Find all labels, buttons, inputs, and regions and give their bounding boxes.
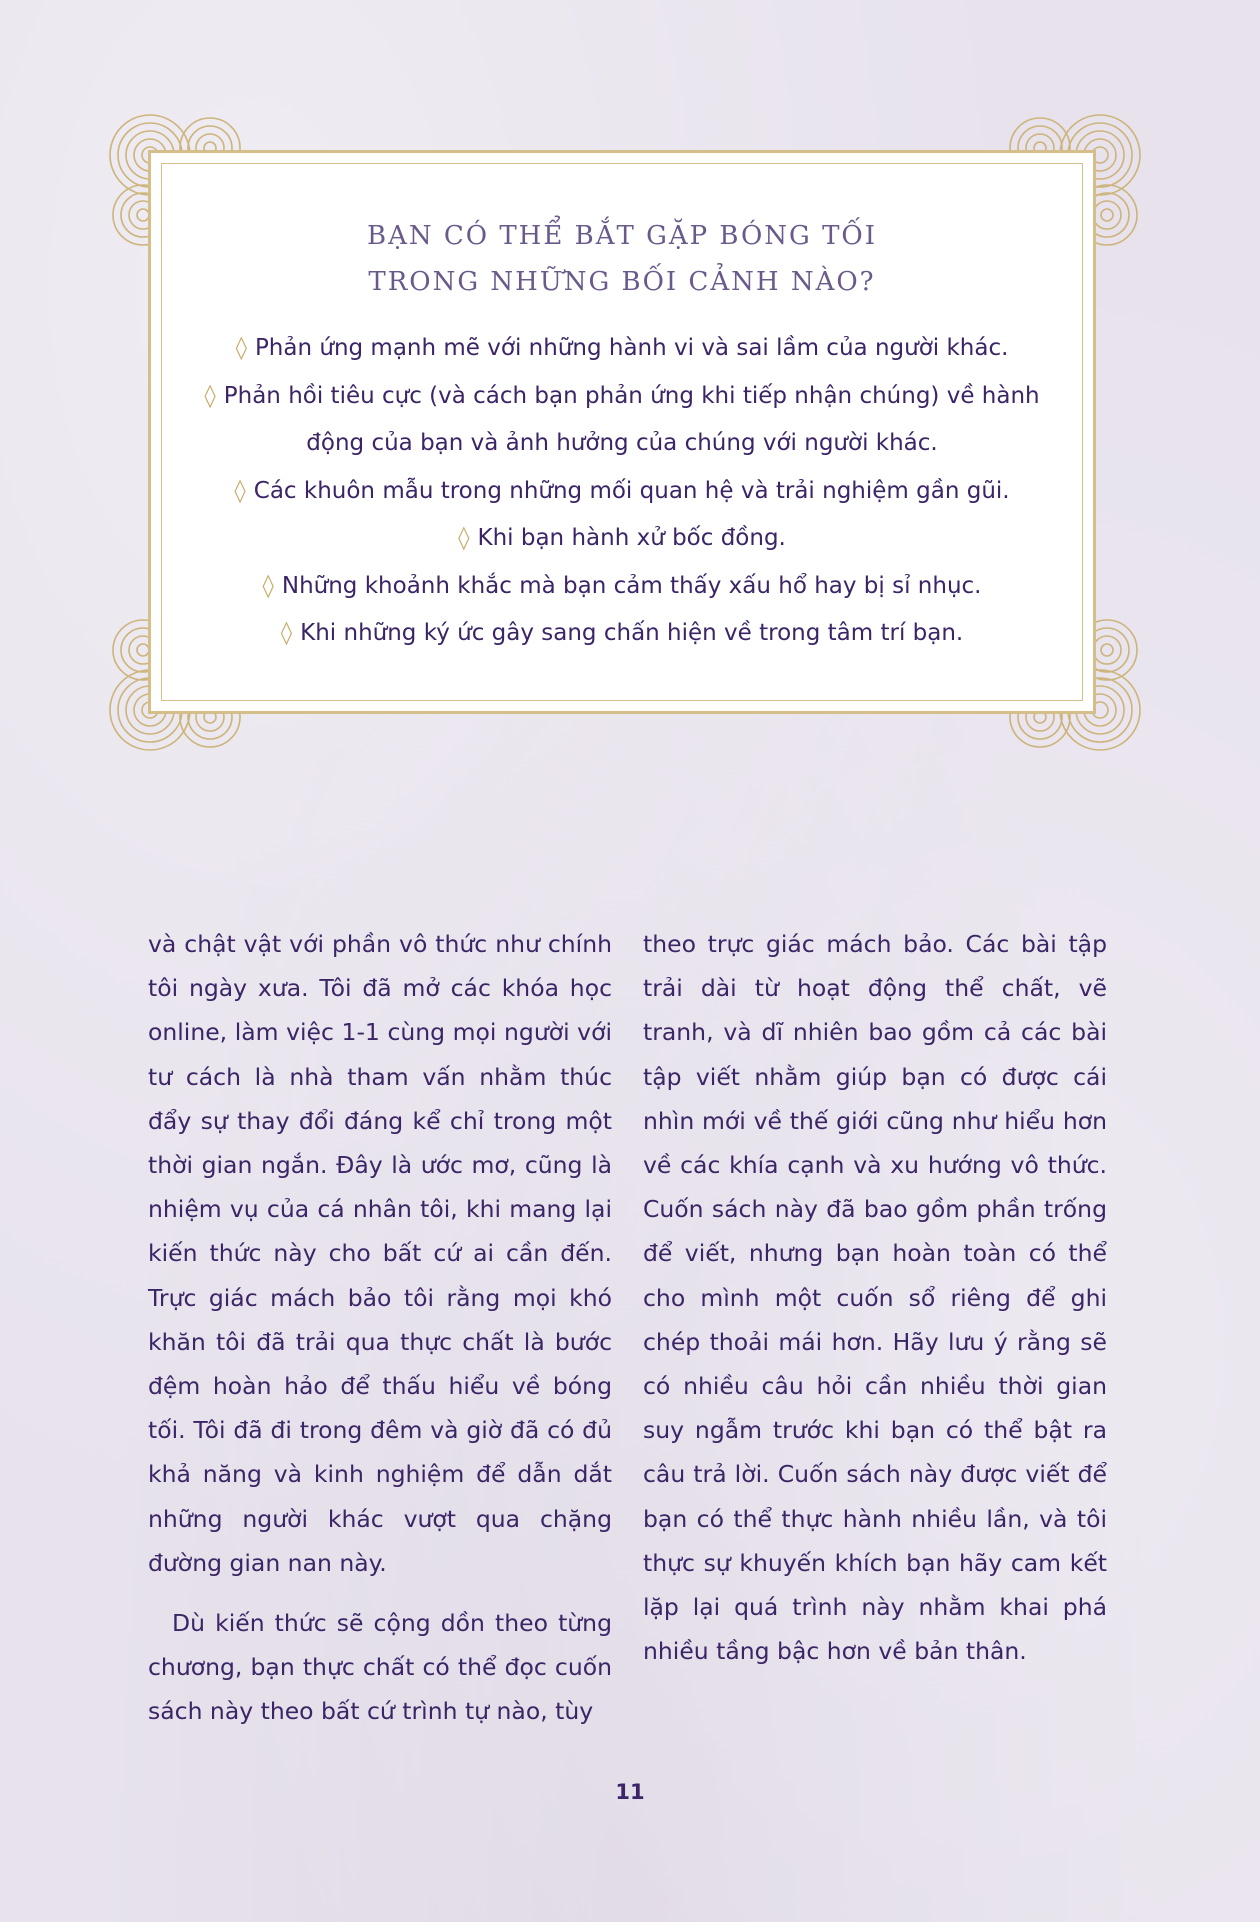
page-number: 11 (615, 1780, 645, 1804)
body-column-left (148, 922, 612, 1734)
callout-list-item: ◊ Khi bạn hành xử bốc đồng. (458, 525, 786, 551)
callout-title-line2: TRONG NHỮNG BỐI CẢNH NÀO? (368, 267, 876, 297)
body-column-right (643, 922, 1107, 1673)
callout-list-item: ◊ Khi những ký ức gây sang chấn hiện về trong tâm trí bạn. (280, 620, 964, 646)
diamond-bullet-icon: ◊ (458, 525, 470, 551)
callout-list-item: ◊ Phản hồi tiêu cực (và cách bạn phản ứng khi tiếp nhận chúng) về hành động của bạn và ảnh hưởng của chúng với người khác. (204, 382, 1040, 456)
body-paragraph: theo trực giác mách bảo. Các bài tập trải dài từ hoạt động thể chất, vẽ tranh, và dĩ nhiên bao gồm cả các bài tập viết nhằm giúp bạn có được cái nhìn mới về thế giới cũng như hiểu hơn về các khía cạnh và xu hướng vô thức. Cuốn sách này đã bao gồm phần trống để viết, nhưng bạn hoàn toàn có thể cho mình một cuốn sổ riêng để ghi chép thoải mái hơn. Hãy lưu ý rằng sẽ có nhiều câu hỏi cần nhiều thời gian suy ngẫm trước khi bạn có thể bật ra câu trả lời. Cuốn sách này được viết để bạn có thể thực hành nhiều lần, và tôi thực sự khuyến khích bạn hãy cam kết lặp lại quá trình này nhằm khai phá nhiều tầng bậc hơn về bản thân. (643, 930, 1107, 1666)
diamond-bullet-icon: ◊ (204, 382, 216, 409)
diamond-bullet-icon: ◊ (235, 335, 247, 361)
callout-list-item: ◊ Các khuôn mẫu trong những mối quan hệ và trải nghiệm gần gũi. (234, 477, 1010, 504)
callout-list-item: ◊ Phản ứng mạnh mẽ với những hành vi và sai lầm của người khác. (235, 335, 1009, 361)
callout-list (181, 325, 1063, 658)
callout-box (148, 150, 1096, 714)
diamond-bullet-icon: ◊ (262, 572, 274, 599)
callout-title-line1: BẠN CÓ THỂ BẮT GẶP BÓNG TỐI (366, 221, 878, 251)
diamond-bullet-icon: ◊ (234, 477, 246, 504)
body-paragraph: và chật vật với phần vô thức như chính tôi ngày xưa. Tôi đã mở các khóa học online, làm việc 1-1 cùng mọi người với tư cách là nhà tham vấn nhằm thúc đẩy sự thay đổi đáng kể chỉ trong một thời gian ngắn. Đây là ước mơ, cũng là nhiệm vụ của cá nhân tôi, khi mang lại kiến thức này cho bất cứ ai cần đến. Trực giác mách bảo tôi rằng mọi khó khăn tôi đã trải qua thực chất là bước đệm hoàn hảo để thấu hiểu về bóng tối. Tôi đã đi trong đêm và giờ đã có đủ khả năng và kinh nghiệm để dẫn dắt những người khác vượt qua chặng đường gian nan này. (148, 930, 612, 1577)
body-paragraph: Dù kiến thức sẽ cộng dồn theo từng chương, bạn thực chất có thể đọc cuốn sách này theo bất cứ trình tự nào, tùy (148, 1609, 612, 1726)
callout-list-item: ◊ Những khoảnh khắc mà bạn cảm thấy xấu hổ hay bị sỉ nhục. (262, 572, 982, 599)
diamond-bullet-icon: ◊ (280, 620, 293, 646)
